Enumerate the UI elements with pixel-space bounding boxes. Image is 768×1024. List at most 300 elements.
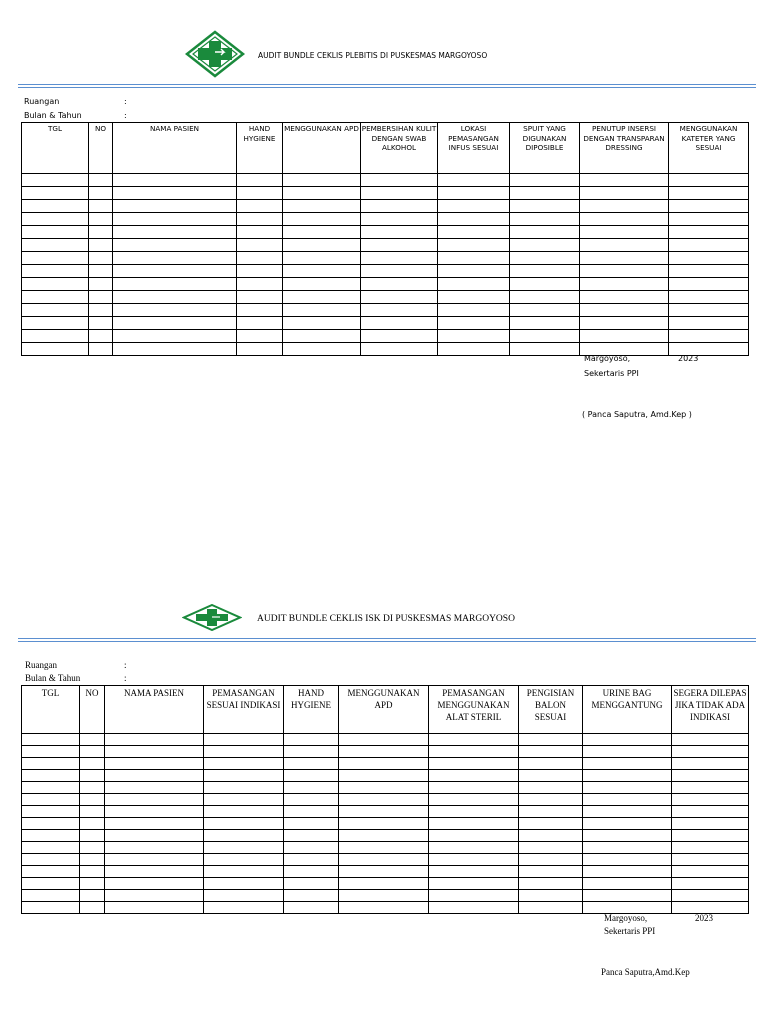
table-cell[interactable] — [22, 878, 80, 890]
table-cell[interactable] — [105, 770, 204, 782]
table-cell[interactable] — [361, 213, 438, 226]
column-header: MENGGUNAKAN APD — [339, 686, 429, 734]
table-cell[interactable] — [519, 734, 583, 746]
table-cell[interactable] — [339, 854, 429, 866]
table-cell[interactable] — [105, 758, 204, 770]
table-row — [22, 902, 749, 914]
table-cell[interactable] — [429, 770, 519, 782]
table-cell[interactable] — [519, 842, 583, 854]
table-cell[interactable] — [519, 818, 583, 830]
table-cell[interactable] — [669, 226, 749, 239]
table-cell[interactable] — [429, 830, 519, 842]
table-cell[interactable] — [105, 746, 204, 758]
table-cell[interactable] — [22, 830, 80, 842]
table-cell[interactable] — [669, 291, 749, 304]
table-cell[interactable] — [361, 187, 438, 200]
table-cell[interactable] — [284, 782, 339, 794]
table-cell[interactable] — [89, 213, 113, 226]
table-cell[interactable] — [438, 213, 510, 226]
table-cell[interactable] — [89, 252, 113, 265]
table-cell[interactable] — [89, 330, 113, 343]
table-cell[interactable] — [22, 291, 89, 304]
table-cell[interactable] — [80, 854, 105, 866]
table-cell[interactable] — [80, 746, 105, 758]
table-cell[interactable] — [361, 265, 438, 278]
table-cell[interactable] — [204, 890, 284, 902]
table-cell[interactable] — [22, 770, 80, 782]
table-cell[interactable] — [438, 265, 510, 278]
table-row — [22, 758, 749, 770]
table-cell[interactable] — [22, 265, 89, 278]
table-cell[interactable] — [580, 213, 669, 226]
header-rule — [18, 638, 756, 639]
table-cell[interactable] — [284, 830, 339, 842]
table-cell[interactable] — [22, 187, 89, 200]
table-cell[interactable] — [204, 806, 284, 818]
table-cell[interactable] — [80, 782, 105, 794]
table-cell[interactable] — [339, 890, 429, 902]
table-cell[interactable] — [204, 818, 284, 830]
table-cell[interactable] — [113, 239, 237, 252]
table-cell[interactable] — [284, 734, 339, 746]
table-cell[interactable] — [438, 252, 510, 265]
table-cell[interactable] — [583, 830, 672, 842]
table-cell[interactable] — [22, 200, 89, 213]
table-cell[interactable] — [519, 806, 583, 818]
table-cell[interactable] — [519, 866, 583, 878]
table-cell[interactable] — [22, 304, 89, 317]
table-cell[interactable] — [669, 252, 749, 265]
table-cell[interactable] — [583, 890, 672, 902]
table-cell[interactable] — [672, 866, 749, 878]
table-cell[interactable] — [80, 734, 105, 746]
table-cell[interactable] — [80, 818, 105, 830]
table-cell[interactable] — [339, 782, 429, 794]
table-cell[interactable] — [284, 866, 339, 878]
table-cell[interactable] — [80, 890, 105, 902]
table-cell[interactable] — [237, 304, 283, 317]
table-cell[interactable] — [89, 174, 113, 187]
table-cell[interactable] — [89, 200, 113, 213]
table-cell[interactable] — [284, 902, 339, 914]
table-cell[interactable] — [80, 866, 105, 878]
table-cell[interactable] — [22, 782, 80, 794]
table-cell[interactable] — [22, 213, 89, 226]
table-cell[interactable] — [204, 878, 284, 890]
table-cell[interactable] — [80, 758, 105, 770]
table-cell[interactable] — [672, 794, 749, 806]
table-cell[interactable] — [339, 734, 429, 746]
table-cell[interactable] — [89, 278, 113, 291]
table-cell[interactable] — [429, 866, 519, 878]
table-cell[interactable] — [429, 758, 519, 770]
table-cell[interactable] — [583, 734, 672, 746]
table-cell[interactable] — [669, 278, 749, 291]
table-cell[interactable] — [583, 758, 672, 770]
table-cell[interactable] — [438, 278, 510, 291]
table-cell[interactable] — [283, 265, 361, 278]
table-cell[interactable] — [672, 902, 749, 914]
table-cell[interactable] — [580, 278, 669, 291]
table-cell[interactable] — [361, 226, 438, 239]
table-cell[interactable] — [284, 818, 339, 830]
table-cell[interactable] — [80, 794, 105, 806]
column-header: PENUTUP INSERSI DENGAN TRANSPARAN DRESSING — [580, 123, 669, 174]
table-cell[interactable] — [284, 746, 339, 758]
table-row — [22, 291, 749, 304]
table-cell[interactable] — [339, 866, 429, 878]
table-cell[interactable] — [438, 317, 510, 330]
table-cell[interactable] — [580, 187, 669, 200]
table-cell[interactable] — [89, 343, 113, 356]
table-cell[interactable] — [283, 226, 361, 239]
table-cell[interactable] — [672, 782, 749, 794]
table-cell[interactable] — [204, 758, 284, 770]
table-cell[interactable] — [672, 854, 749, 866]
table-cell[interactable] — [672, 806, 749, 818]
table-cell[interactable] — [89, 226, 113, 239]
table-cell[interactable] — [204, 902, 284, 914]
table-cell[interactable] — [113, 174, 237, 187]
table-cell[interactable] — [22, 890, 80, 902]
table-cell[interactable] — [237, 291, 283, 304]
table-cell[interactable] — [361, 291, 438, 304]
table-cell[interactable] — [361, 330, 438, 343]
table-cell[interactable] — [283, 187, 361, 200]
table-cell[interactable] — [22, 252, 89, 265]
table-cell[interactable] — [22, 818, 80, 830]
table-cell[interactable] — [583, 902, 672, 914]
table-cell[interactable] — [80, 770, 105, 782]
table-cell[interactable] — [204, 854, 284, 866]
table-cell[interactable] — [510, 213, 580, 226]
table-cell[interactable] — [583, 806, 672, 818]
table-cell[interactable] — [80, 830, 105, 842]
table-cell[interactable] — [583, 842, 672, 854]
table-cell[interactable] — [438, 187, 510, 200]
table-cell[interactable] — [22, 902, 80, 914]
table-cell[interactable] — [237, 317, 283, 330]
table-cell[interactable] — [22, 239, 89, 252]
table-cell[interactable] — [583, 782, 672, 794]
table-cell[interactable] — [105, 854, 204, 866]
table-cell[interactable] — [284, 878, 339, 890]
table-cell[interactable] — [22, 278, 89, 291]
table-cell[interactable] — [669, 187, 749, 200]
table-cell[interactable] — [283, 239, 361, 252]
table-cell[interactable] — [583, 746, 672, 758]
table-cell[interactable] — [669, 213, 749, 226]
table-cell[interactable] — [204, 866, 284, 878]
table-cell[interactable] — [669, 330, 749, 343]
table-cell[interactable] — [237, 187, 283, 200]
table-cell[interactable] — [672, 734, 749, 746]
table-cell[interactable] — [583, 854, 672, 866]
table-cell[interactable] — [283, 278, 361, 291]
table-cell[interactable] — [80, 902, 105, 914]
table-cell[interactable] — [284, 890, 339, 902]
table-cell[interactable] — [22, 317, 89, 330]
table-cell[interactable] — [580, 252, 669, 265]
table-cell[interactable] — [22, 174, 89, 187]
table-cell[interactable] — [580, 304, 669, 317]
table-cell[interactable] — [672, 818, 749, 830]
table-cell[interactable] — [429, 842, 519, 854]
table-cell[interactable] — [361, 252, 438, 265]
table-cell[interactable] — [283, 291, 361, 304]
table-cell[interactable] — [339, 746, 429, 758]
table-cell[interactable] — [204, 794, 284, 806]
table-cell[interactable] — [80, 878, 105, 890]
table-cell[interactable] — [339, 770, 429, 782]
table-cell[interactable] — [237, 200, 283, 213]
table-cell[interactable] — [105, 794, 204, 806]
table-cell[interactable] — [89, 239, 113, 252]
table-cell[interactable] — [672, 746, 749, 758]
table-cell[interactable] — [89, 317, 113, 330]
table-cell[interactable] — [672, 878, 749, 890]
table-cell[interactable] — [361, 174, 438, 187]
table-cell[interactable] — [113, 330, 237, 343]
table-cell[interactable] — [580, 265, 669, 278]
table-cell[interactable] — [105, 866, 204, 878]
table-cell[interactable] — [113, 252, 237, 265]
table-cell[interactable] — [113, 200, 237, 213]
table-cell[interactable] — [204, 746, 284, 758]
table-cell[interactable] — [283, 330, 361, 343]
table-cell[interactable] — [438, 343, 510, 356]
table-cell[interactable] — [672, 830, 749, 842]
table-cell[interactable] — [361, 317, 438, 330]
table-cell[interactable] — [105, 902, 204, 914]
table-cell[interactable] — [339, 794, 429, 806]
table-cell[interactable] — [519, 902, 583, 914]
table-cell[interactable] — [510, 265, 580, 278]
table-cell[interactable] — [580, 239, 669, 252]
table-cell[interactable] — [361, 239, 438, 252]
table-cell[interactable] — [22, 854, 80, 866]
table-cell[interactable] — [583, 878, 672, 890]
table-cell[interactable] — [669, 304, 749, 317]
table-cell[interactable] — [105, 842, 204, 854]
table-cell[interactable] — [22, 330, 89, 343]
table-cell[interactable] — [510, 304, 580, 317]
table-cell[interactable] — [237, 278, 283, 291]
table-cell[interactable] — [204, 830, 284, 842]
table-cell[interactable] — [339, 830, 429, 842]
column-header: HAND HYGIENE — [284, 686, 339, 734]
table-cell[interactable] — [361, 343, 438, 356]
table-cell[interactable] — [22, 866, 80, 878]
table-cell[interactable] — [237, 226, 283, 239]
table-cell[interactable] — [672, 770, 749, 782]
table-cell[interactable] — [283, 213, 361, 226]
table-cell[interactable] — [284, 770, 339, 782]
table-cell[interactable] — [284, 854, 339, 866]
table-cell[interactable] — [113, 226, 237, 239]
table-cell[interactable] — [583, 866, 672, 878]
table-cell[interactable] — [669, 265, 749, 278]
table-cell[interactable] — [113, 304, 237, 317]
table-cell[interactable] — [237, 265, 283, 278]
column-header: SEGERA DILEPAS JIKA TIDAK ADA INDIKASI — [672, 686, 749, 734]
table-cell[interactable] — [105, 818, 204, 830]
table-cell[interactable] — [429, 854, 519, 866]
table-row — [22, 174, 749, 187]
table-cell[interactable] — [113, 187, 237, 200]
table-cell[interactable] — [580, 174, 669, 187]
table-row — [22, 317, 749, 330]
table-cell[interactable] — [429, 806, 519, 818]
table-cell[interactable] — [672, 890, 749, 902]
table-cell[interactable] — [583, 794, 672, 806]
table-cell[interactable] — [510, 239, 580, 252]
table-cell[interactable] — [438, 330, 510, 343]
table-cell[interactable] — [669, 239, 749, 252]
table-cell[interactable] — [339, 878, 429, 890]
table-cell[interactable] — [339, 818, 429, 830]
table-cell[interactable] — [113, 265, 237, 278]
table-cell[interactable] — [519, 782, 583, 794]
table-cell[interactable] — [283, 304, 361, 317]
table-cell[interactable] — [80, 842, 105, 854]
table-cell[interactable] — [519, 758, 583, 770]
table-cell[interactable] — [519, 794, 583, 806]
table-cell[interactable] — [105, 890, 204, 902]
table-cell[interactable] — [429, 818, 519, 830]
table-cell[interactable] — [438, 239, 510, 252]
table-cell[interactable] — [519, 878, 583, 890]
table-cell[interactable] — [22, 226, 89, 239]
table-cell[interactable] — [669, 317, 749, 330]
table-cell[interactable] — [204, 842, 284, 854]
table-cell[interactable] — [510, 330, 580, 343]
table-cell[interactable] — [429, 890, 519, 902]
table-cell[interactable] — [510, 291, 580, 304]
table-cell[interactable] — [672, 758, 749, 770]
table-cell[interactable] — [105, 734, 204, 746]
table-cell[interactable] — [113, 291, 237, 304]
table-cell[interactable] — [669, 200, 749, 213]
table-cell[interactable] — [429, 734, 519, 746]
table-row — [22, 842, 749, 854]
table-cell[interactable] — [113, 278, 237, 291]
table-cell[interactable] — [284, 842, 339, 854]
table-cell[interactable] — [105, 782, 204, 794]
table-cell[interactable] — [339, 806, 429, 818]
table-cell[interactable] — [80, 806, 105, 818]
table-cell[interactable] — [237, 213, 283, 226]
table-cell[interactable] — [113, 317, 237, 330]
table-cell[interactable] — [583, 770, 672, 782]
table-cell[interactable] — [113, 343, 237, 356]
table-cell[interactable] — [89, 265, 113, 278]
table-cell[interactable] — [580, 200, 669, 213]
table-cell[interactable] — [361, 200, 438, 213]
table-cell[interactable] — [510, 226, 580, 239]
table-cell[interactable] — [22, 758, 80, 770]
table-cell[interactable] — [22, 734, 80, 746]
table-cell[interactable] — [284, 758, 339, 770]
table-cell[interactable] — [283, 200, 361, 213]
table-cell[interactable] — [510, 343, 580, 356]
table-cell[interactable] — [284, 806, 339, 818]
table-cell[interactable] — [580, 291, 669, 304]
table-cell[interactable] — [89, 304, 113, 317]
table-cell[interactable] — [204, 782, 284, 794]
table-cell[interactable] — [22, 794, 80, 806]
table-cell[interactable] — [510, 278, 580, 291]
table-cell[interactable] — [580, 317, 669, 330]
table-cell[interactable] — [204, 770, 284, 782]
table-cell[interactable] — [361, 278, 438, 291]
table-cell[interactable] — [519, 890, 583, 902]
table-cell[interactable] — [22, 343, 89, 356]
table-cell[interactable] — [284, 794, 339, 806]
table-cell[interactable] — [22, 806, 80, 818]
table-cell[interactable] — [510, 252, 580, 265]
table-cell[interactable] — [283, 174, 361, 187]
table-cell[interactable] — [429, 794, 519, 806]
table-cell[interactable] — [429, 878, 519, 890]
table-cell[interactable] — [438, 304, 510, 317]
table-cell[interactable] — [339, 902, 429, 914]
table-cell[interactable] — [237, 330, 283, 343]
table-cell[interactable] — [89, 187, 113, 200]
table-cell[interactable] — [669, 174, 749, 187]
table-cell[interactable] — [438, 226, 510, 239]
table-cell[interactable] — [438, 200, 510, 213]
table-cell[interactable] — [237, 239, 283, 252]
table-cell[interactable] — [672, 842, 749, 854]
table-cell[interactable] — [361, 304, 438, 317]
table-cell[interactable] — [283, 343, 361, 356]
table-cell[interactable] — [580, 226, 669, 239]
table-row — [22, 878, 749, 890]
table-cell[interactable] — [339, 842, 429, 854]
table-cell[interactable] — [510, 187, 580, 200]
table-cell[interactable] — [519, 770, 583, 782]
table-cell[interactable] — [519, 854, 583, 866]
table-cell[interactable] — [22, 746, 80, 758]
table-cell[interactable] — [105, 878, 204, 890]
table-cell[interactable] — [580, 330, 669, 343]
table-cell[interactable] — [237, 252, 283, 265]
table-cell[interactable] — [22, 842, 80, 854]
table-cell[interactable] — [237, 174, 283, 187]
table-cell[interactable] — [519, 830, 583, 842]
table-cell[interactable] — [113, 213, 237, 226]
table-cell[interactable] — [283, 252, 361, 265]
table-cell[interactable] — [105, 806, 204, 818]
table-cell[interactable] — [283, 317, 361, 330]
table-cell[interactable] — [105, 830, 204, 842]
table-cell[interactable] — [429, 902, 519, 914]
table-cell[interactable] — [438, 291, 510, 304]
table-cell[interactable] — [510, 200, 580, 213]
table-cell[interactable] — [510, 317, 580, 330]
table-cell[interactable] — [237, 343, 283, 356]
table-cell[interactable] — [429, 782, 519, 794]
table-cell[interactable] — [89, 291, 113, 304]
table-cell[interactable] — [519, 746, 583, 758]
table-cell[interactable] — [438, 174, 510, 187]
table-cell[interactable] — [510, 174, 580, 187]
table-cell[interactable] — [429, 746, 519, 758]
table-cell[interactable] — [339, 758, 429, 770]
table-cell[interactable] — [583, 818, 672, 830]
table-cell[interactable] — [204, 734, 284, 746]
